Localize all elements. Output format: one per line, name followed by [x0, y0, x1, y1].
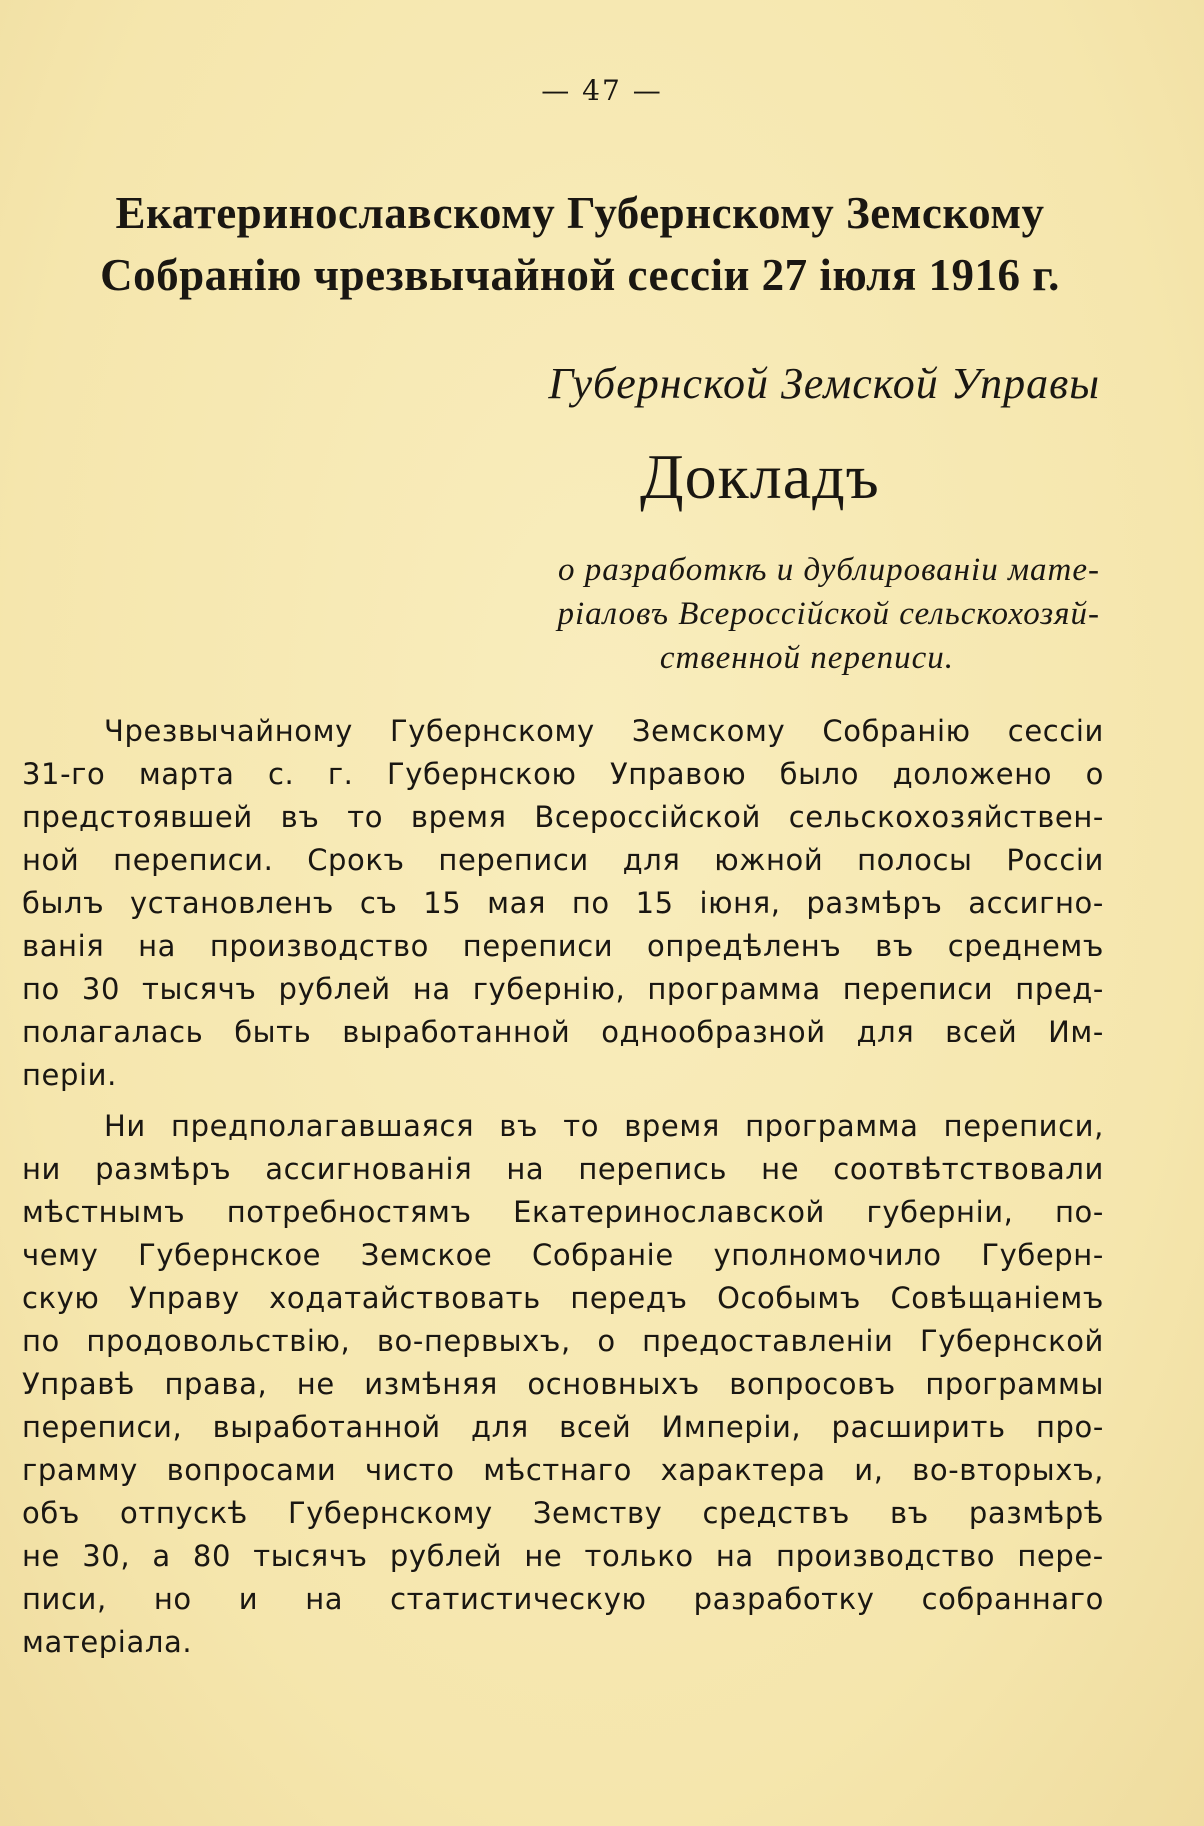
text-line: ванія на производство переписи опредѣленъ въ среднемъ — [22, 929, 1104, 963]
text-line: предстоявшей въ то время Всероссійской сельскохозяйствен- — [22, 800, 1104, 834]
text-line: ни размѣръ ассигнованія на перепись не соотвѣтствовали — [22, 1152, 1104, 1186]
text-line: писи, но и на статистическую разработку собраннаго — [22, 1582, 1104, 1616]
document-subject — [480, 548, 1100, 680]
document-type-title: Докладъ — [640, 441, 880, 512]
text-line: матеріала. — [22, 1625, 193, 1659]
text-line: ной переписи. Срокъ переписи для южной полосы Россіи — [22, 843, 1104, 877]
text-line: чему Губернское Земское Собраніе уполномочило Губерн- — [22, 1238, 1104, 1272]
text-line: не 30, а 80 тысячъ рублей не только на производство пере- — [22, 1539, 1104, 1573]
text-line: Управѣ права, не измѣняя основныхъ вопросовъ программы — [22, 1367, 1104, 1401]
page-number: — 47 — — [541, 74, 663, 107]
text-line: мѣстнымъ потребностямъ Екатеринославской губерніи, по- — [22, 1195, 1104, 1229]
text-line: по продовольствію, во-первыхъ, о предоставленіи Губернской — [22, 1324, 1104, 1358]
heading-line: Екатеринославскому Губернскому Земскому — [115, 188, 1045, 238]
text-line: скую Управу ходатайствовать передъ Особымъ Совѣщаніемъ — [22, 1281, 1104, 1315]
text-line: былъ установленъ съ 15 мая по 15 іюня, размѣръ ассигно- — [22, 886, 1104, 920]
text-line: Ни предполагавшаяся въ то время программа переписи, — [104, 1109, 1104, 1143]
paragraph — [22, 1105, 1104, 1664]
paragraph — [22, 710, 1104, 1097]
document-heading — [60, 182, 1100, 306]
subject-line: ственной переписи. — [659, 640, 954, 676]
subject-line: о разработкѣ и дублированіи мате- — [557, 552, 1100, 588]
document-body — [22, 710, 1104, 1664]
heading-line: Собранію чрезвычайной сессіи 27 іюля 1916 г. — [100, 250, 1060, 300]
text-line: Чрезвычайному Губернскому Земскому Собранію сессіи — [104, 714, 1104, 748]
text-line: объ отпускѣ Губернскому Земству средствъ въ размѣрѣ — [22, 1496, 1104, 1530]
text-line: грамму вопросами чисто мѣстнаго характера и, во-вторыхъ, — [22, 1453, 1104, 1487]
issuing-authority: Губернской Земской Управы — [548, 359, 1100, 408]
text-line: полагалась быть выработанной однообразной для всей Им- — [22, 1015, 1104, 1049]
text-line: періи. — [22, 1058, 117, 1092]
subject-line: ріаловъ Всероссійской сельскохозяй- — [557, 596, 1100, 632]
text-line: 31-го марта с. г. Губернскою Управою было доложено о — [22, 757, 1104, 791]
text-line: переписи, выработанной для всей Имперіи, расширить про- — [22, 1410, 1104, 1444]
text-line: по 30 тысячъ рублей на губернію, программа переписи пред- — [22, 972, 1104, 1006]
